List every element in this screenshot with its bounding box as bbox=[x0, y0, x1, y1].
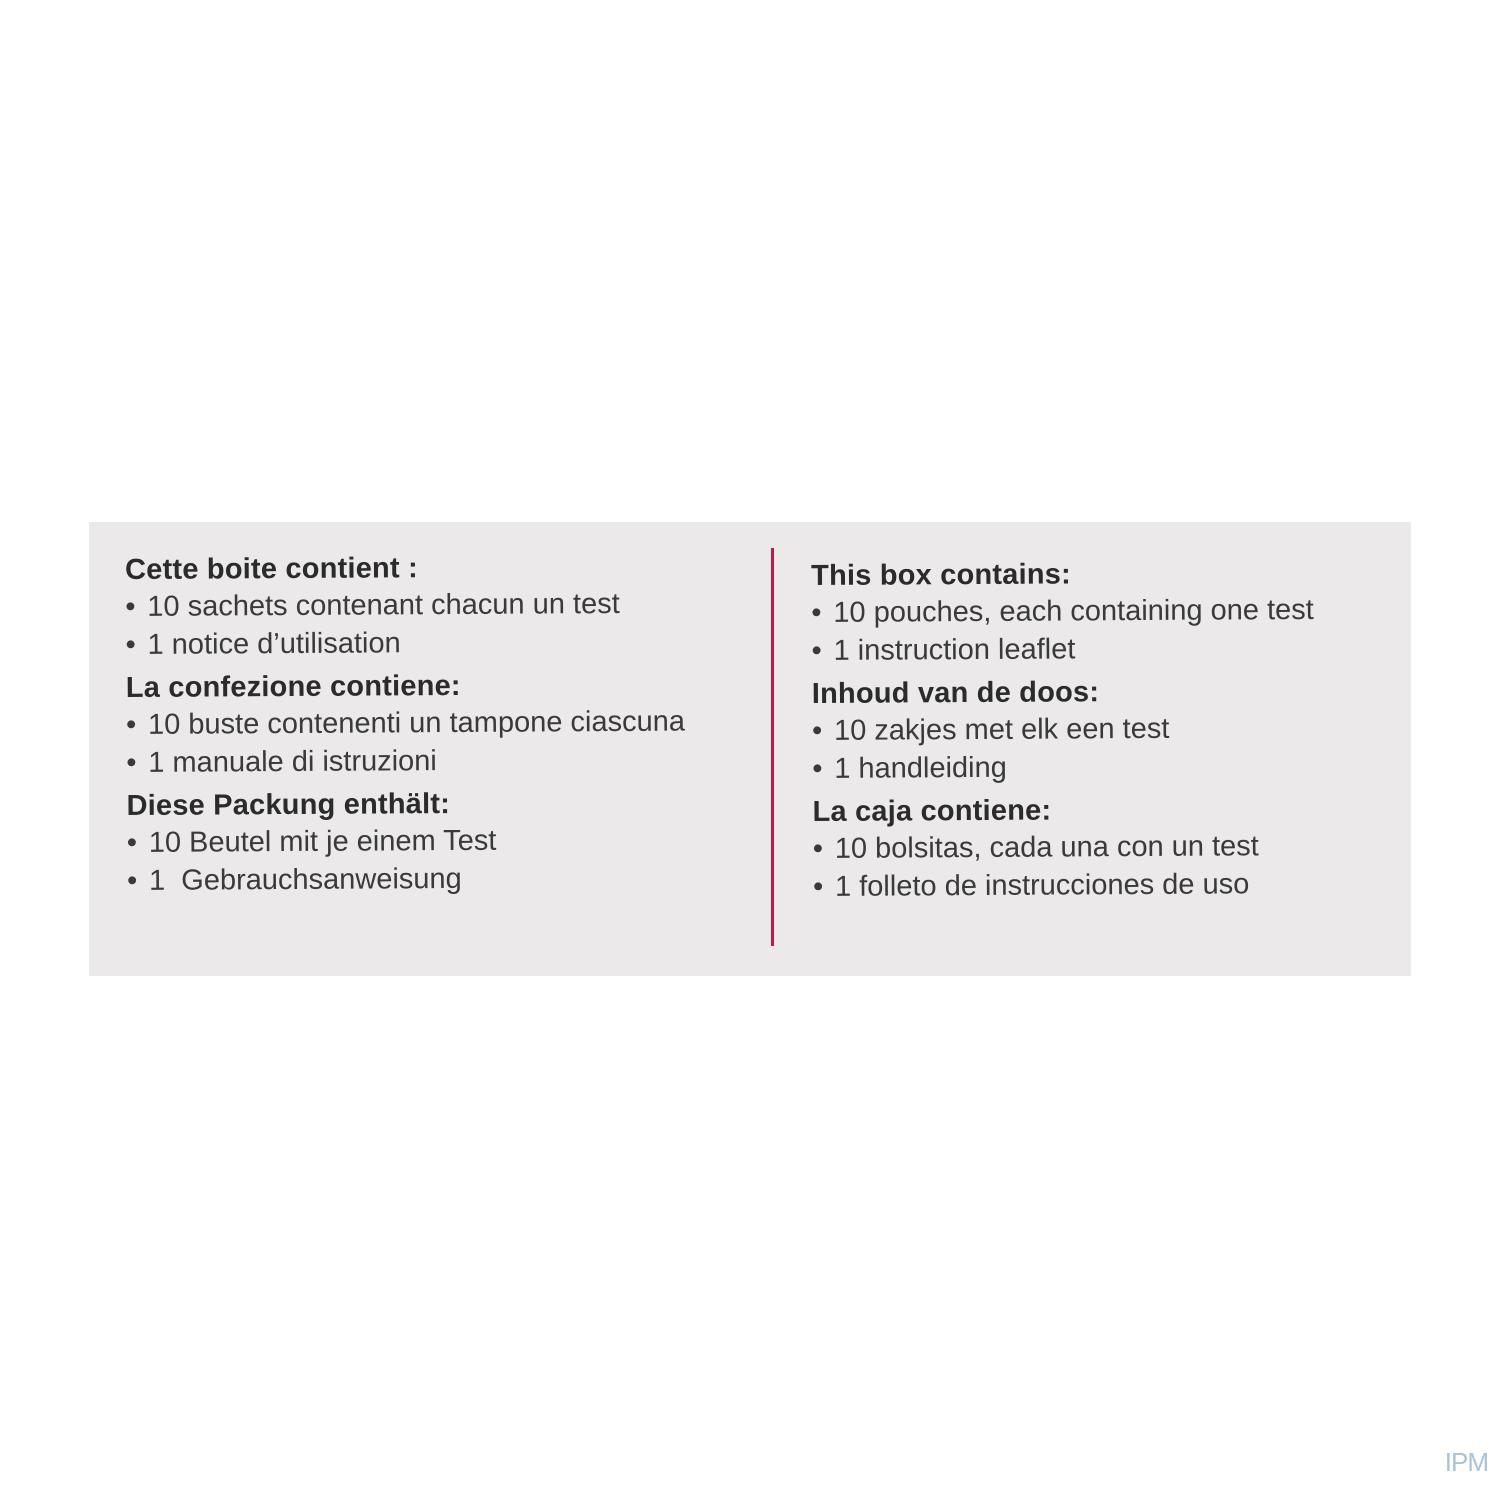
list-item-text: 10 bolsitas, cada una con un test bbox=[834, 830, 1259, 865]
list-item-text: 10 sachets contenant chacun un test bbox=[147, 587, 620, 623]
list-item bbox=[811, 629, 1314, 670]
list-item-text: 1 instruction leaflet bbox=[833, 633, 1076, 667]
section-heading: La caja contiene: bbox=[812, 794, 1052, 828]
list-item bbox=[813, 865, 1316, 906]
left-column bbox=[125, 549, 686, 906]
bullet-icon: • bbox=[811, 714, 823, 747]
list-item-text: 1 Gebrauchsanweisung bbox=[148, 862, 462, 897]
right-column bbox=[811, 555, 1316, 912]
package-contents-panel bbox=[89, 522, 1411, 976]
bullet-icon: • bbox=[125, 590, 136, 623]
list-item bbox=[126, 703, 685, 744]
list-item-text: 10 zakjes met elk een test bbox=[833, 712, 1170, 747]
list-item-text: 10 pouches, each containing one test bbox=[833, 593, 1314, 629]
list-item bbox=[125, 585, 684, 626]
watermark-logo: IPM bbox=[1444, 1447, 1488, 1477]
list-item-text: 1 notice d’utilisation bbox=[147, 627, 401, 661]
bullet-icon: • bbox=[812, 870, 824, 903]
section-heading: Diese Packung enthält: bbox=[126, 788, 451, 822]
list-item bbox=[812, 709, 1315, 750]
list-item bbox=[125, 623, 684, 664]
section-french bbox=[125, 549, 685, 664]
section-spanish bbox=[812, 791, 1315, 906]
section-heading: Cette boite contient : bbox=[125, 552, 418, 586]
list-item bbox=[811, 591, 1314, 632]
section-heading: Inhoud van de doos: bbox=[811, 676, 1100, 710]
list-item bbox=[813, 827, 1316, 868]
section-heading: La confezione contiene: bbox=[125, 669, 461, 704]
list-item bbox=[126, 741, 685, 782]
bullet-icon: • bbox=[125, 708, 137, 741]
bullet-icon: • bbox=[126, 826, 138, 859]
section-dutch bbox=[812, 673, 1315, 788]
section-english bbox=[811, 555, 1314, 670]
list-item-text: 10 buste contenenti un tampone ciascuna bbox=[147, 705, 686, 741]
bullet-icon: • bbox=[811, 634, 822, 667]
bullet-icon: • bbox=[812, 832, 824, 865]
section-italian bbox=[126, 667, 686, 782]
bullet-icon: • bbox=[811, 596, 822, 629]
list-item bbox=[812, 747, 1315, 788]
section-german bbox=[126, 785, 686, 900]
bullet-icon: • bbox=[126, 746, 137, 779]
section-heading: This box contains: bbox=[811, 558, 1071, 592]
bullet-icon: • bbox=[125, 628, 136, 661]
list-item-text: 1 manuale di istruzioni bbox=[148, 745, 437, 779]
list-item-text: 10 Beutel mit je einem Test bbox=[148, 824, 497, 859]
column-divider bbox=[771, 548, 774, 946]
bullet-icon: • bbox=[126, 864, 138, 897]
list-item-text: 1 handleiding bbox=[834, 751, 1007, 785]
list-item bbox=[127, 821, 686, 862]
list-item bbox=[127, 859, 686, 900]
bullet-icon: • bbox=[812, 752, 823, 785]
list-item-text: 1 folleto de instrucciones de uso bbox=[834, 868, 1250, 903]
